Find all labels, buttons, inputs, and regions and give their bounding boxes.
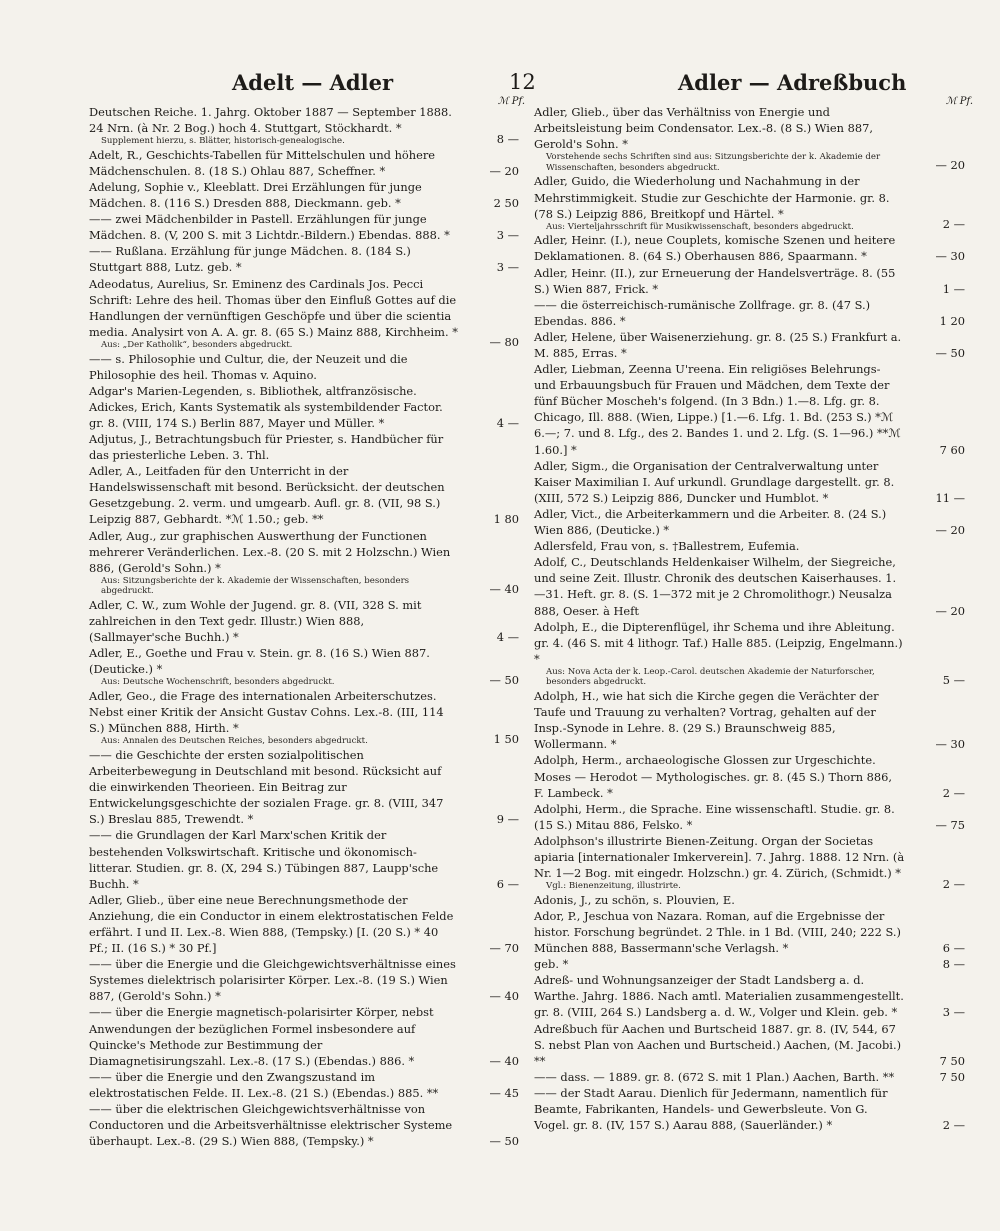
catalog-entry	[534, 972, 965, 1020]
entry-text: Adler, Helene, über Waisenerziehung. gr. 8. (25 S.) Frankfurt a. M. 885, Erras. *	[534, 329, 902, 360]
entry-price: — 50	[935, 346, 965, 360]
entry-text: —— dass. — 1889. gr. 8. (672 S. mit 1 Plan.) Aachen, Barth. **	[534, 1069, 895, 1084]
entry-text: Adler, Vict., die Arbeiterkammern und die Arbeiter. 8. (24 S.) Wien 886, (Deuticke.) *	[534, 506, 887, 538]
entry-price: 4 —	[496, 630, 519, 645]
entry-price: 7 60	[939, 442, 965, 457]
entry-price: 6 —	[942, 941, 965, 956]
catalog-entry	[534, 892, 965, 908]
currency-heading-left: ℳ Pf.	[497, 96, 525, 107]
entry-text: Adgar's Marien-Legenden, s. Bibliothek, altfranzösische.	[89, 383, 417, 398]
entry-price: — 45	[489, 1085, 519, 1100]
entry-price: — 20	[489, 163, 519, 178]
catalog-entry	[534, 104, 965, 173]
entry-price: — 30	[935, 737, 965, 752]
entry-text: Adolphson's illustrirte Bienen-Zeitung. Organ der Societas apiaria [internationaler Imkerverein]. 7. Jahrg. 1888. 12 Nrn. (à Nr. 1—2 Bog. mit eingedr. Holzschn.) gr. 4. Zürich, (Schmidt.) *	[534, 833, 905, 881]
entry-price: — 30	[935, 249, 965, 264]
catalog-entry	[534, 232, 965, 264]
catalog-entry	[89, 1101, 519, 1149]
entry-price: 2 —	[942, 217, 965, 232]
entry-price: 3 —	[496, 228, 519, 243]
entry-text: Adler, Glieb., über eine neue Berechnungsmethode der Anziehung, die ein Conductor in einem elektrostatischen Felde erfährt. I und II. Lex.-8. Wien 888, (Tempsky.) [I. (20 S.) * 40 Pf.; II. (16 S.) * 30 Pf.]	[89, 892, 454, 956]
catalog-entry	[534, 956, 965, 972]
entry-text: —— zwei Mädchenbilder in Pastell. Erzählungen für junge Mädchen. 8. (V, 200 S. mit 3 Lichtdr.-Bildern.) Ebendas. 888. *	[89, 212, 450, 243]
entry-price: — 50	[489, 1134, 519, 1149]
catalog-entry	[534, 458, 965, 506]
catalog-entry	[534, 908, 965, 956]
entry-price: 1 50	[493, 731, 519, 746]
entry-price: 2 50	[493, 196, 519, 211]
entry-price: 6 —	[496, 876, 519, 891]
entry-text: Adler, Liebman, Zeenna U'reena. Ein religiöses Belehrungs- und Erbauungsbuch für Frauen und Mädchen, dem Texte der fünf Bücher Moscheh's folgend. (In 3 Bdn.) 1.—8. Lfg. gr. 8. Chicago, Ill. 888. (Wien, Lippe.) [1.—6. Lfg. 1. Bd. (253 S.) *ℳ 6.—; 7. und 8. Lfg., des 2. Bandes 1. und 2. Lfg. (S. 1—96.) **ℳ 1.60.] *	[534, 362, 901, 457]
catalog-entry	[534, 833, 965, 892]
catalog-entry	[534, 1085, 965, 1133]
entry-text: geb. *	[534, 957, 569, 972]
catalog-entry	[534, 554, 965, 618]
entry-text: Adler, Heinr. (I.), neue Couplets, komische Szenen und heitere Deklamationen. 8. (64 S.) Oberhausen 886, Spaarmann. *	[534, 233, 896, 264]
entry-text: Adolphi, Herm., die Sprache. Eine wissenschaftl. Studie. gr. 8. (15 S.) Mitau 886, Felsko. *	[534, 801, 895, 832]
catalog-entry	[534, 506, 965, 538]
entry-text: Adler, Heinr. (II.), zur Erneuerung der Handelsverträge. 8. (55 S.) Wien 887, Frick. *	[534, 265, 896, 296]
catalog-entry	[89, 179, 519, 211]
left-column	[89, 96, 525, 1149]
entry-price: 4 —	[496, 415, 519, 430]
right-column	[534, 96, 973, 1133]
catalog-entry	[89, 211, 519, 243]
header-right: Adler — Adreßbuch	[678, 70, 907, 95]
entry-note: Supplement hierzu, s. Blätter, historisch-genealogische.	[101, 136, 345, 147]
entry-text: —— über die Energie und die Gleichgewichtsverhältnisse eines Systemes dielektrisch polarisirter Körper. Lex.-8. (19 S.) Wien 887, (Gerold's Sohn.) *	[89, 957, 456, 1004]
catalog-entry	[89, 243, 519, 275]
entry-note: Vorstehende sechs Schriften sind aus: Sitzungsberichte der k. Akademie der Wissenschaften, besonders abgedruckt.	[546, 152, 881, 173]
entry-text: —— über die Energie magnetisch-polarisirter Körper, nebst Anwendungen der bezüglichen Formel insbesondere auf Quincke's Methode zur Bestimmung der Diamagnetisirungszahl. Lex.-8. (17 S.) (Ebendas.) 886. *	[89, 1005, 434, 1068]
page-number: 12	[509, 70, 536, 94]
catalog-entry	[534, 173, 965, 232]
catalog-entry	[534, 361, 965, 458]
entry-text: Adolph, E., die Dipterenflügel, ihr Schema und ihre Ableitung. gr. 4. (46 S. mit 4 lithogr. Taf.) Halle 885. (Leipzig, Engelmann.) *	[534, 619, 903, 666]
entry-price: — 20	[935, 603, 965, 618]
entry-text: Adler, Geo., die Frage des internationalen Arbeiterschutzes. Nebst einer Kritik der Ansicht Gustav Cohns. Lex.-8. (III, 114 S.) München 888, Hirth. *	[89, 689, 444, 736]
catalog-entry	[89, 351, 519, 383]
entry-text: Adler, A., Leitfaden für den Unterricht in der Handelswissenschaft mit besond. Berücksicht. der deutschen Gesetzgebung. 2. verm. und umgearb. Aufl. gr. 8. (VII, 98 S.) Leipzig 887, Gebhardt. *ℳ 1.50.; geb. **	[89, 464, 445, 527]
catalog-entry	[89, 399, 519, 431]
catalog-entry	[89, 463, 519, 527]
entry-text: —— die österreichisch-rumänische Zollfrage. gr. 8. (47 S.) Ebendas. 886. *	[534, 297, 871, 328]
entry-text: —— die Geschichte der ersten sozialpolitischen Arbeiterbewegung in Deutschland mit besond. Rücksicht auf die einwirkenden Theorieen. Ein Beitrag zur Entwickelungsgeschichte der sozialen Frage. gr. 8. (VIII, 347 S.) Breslau 885, Trewendt. *	[89, 747, 444, 827]
entry-text: Adickes, Erich, Kants Systematik als systembildender Factor. gr. 8. (VIII, 174 S.) Berlin 887, Mayer und Müller. *	[89, 399, 443, 430]
entry-text: Adjutus, J., Betrachtungsbuch für Priester, s. Handbücher für das priesterliche Leben. 3. Thl.	[89, 431, 444, 463]
entry-text: Deutschen Reiche. 1. Jahrg. Oktober 1887 — September 1888. 24 Nrn. (à Nr. 2 Bog.) hoch 4. Stuttgart, Stöckhardt. *	[89, 105, 452, 136]
entry-price: 11 —	[935, 490, 965, 505]
catalog-entry	[89, 827, 519, 891]
catalog-entry	[89, 892, 519, 956]
entry-price: — 40	[489, 989, 519, 1004]
entry-note: Vgl.: Bienenzeitung, illustrirte.	[546, 881, 681, 892]
entry-text: —— der Stadt Aarau. Dienlich für Jedermann, namentlich für Beamte, Fabrikanten, Handels- und Gewerbsleute. Von G. Vogel. gr. 8. (IV, 157 S.) Aarau 888, (Sauerländer.) *	[534, 1085, 888, 1133]
entry-text: Adolf, C., Deutschlands Heldenkaiser Wilhelm, der Siegreiche, und seine Zeit. Illustr. Chronik des deutschen Kaiserhauses. 1.—31. Heft. gr. 8. (S. 1—372 mit je 2 Chromolithogr.) Neusalza 888, Oeser. à Heft	[534, 555, 897, 618]
catalog-entry	[89, 276, 519, 351]
catalog-entry	[534, 619, 965, 688]
entry-price: 3 —	[942, 1005, 965, 1020]
entry-price: 8 —	[496, 131, 519, 146]
entry-price: — 70	[489, 941, 519, 956]
catalog-entry	[89, 431, 519, 463]
entry-text: Adelung, Sophie v., Kleeblatt. Drei Erzählungen für junge Mädchen. 8. (116 S.) Dresden 888, Dieckmann. geb. *	[89, 179, 422, 211]
entry-text: Adler, E., Goethe und Frau v. Stein. gr. 8. (16 S.) Wien 887. (Deuticke.) *	[89, 646, 430, 677]
entry-note: Aus: Vierteljahrsschrift für Musikwissenschaft, besonders abgedruckt.	[546, 221, 854, 232]
entry-note: Aus: Deutsche Wochenschrift, besonders abgedruckt.	[101, 677, 335, 688]
entry-price: 8 —	[942, 957, 965, 972]
entry-note: Aus: Annalen des Deutschen Reiches, besonders abgedruckt.	[101, 736, 368, 747]
entry-text: —— s. Philosophie und Cultur, die, der Neuzeit und die Philosophie des heil. Thomas v. Aquino.	[89, 351, 408, 382]
catalog-entry	[534, 1021, 965, 1069]
catalog-entry	[534, 801, 965, 833]
entry-text: —— die Grundlagen der Karl Marx'schen Kritik der bestehenden Volkswirtschaft. Kritische und ökonomisch-litterar. Studien. gr. 8. (X, 294 S.) Tübingen 887, Laupp'sche Buchh. *	[89, 828, 439, 891]
catalog-entry	[89, 956, 519, 1004]
catalog-entry	[89, 688, 519, 747]
catalog-entry	[89, 645, 519, 688]
entry-price: — 20	[935, 158, 965, 173]
entry-price: 7 50	[939, 1069, 965, 1084]
catalog-entry	[89, 383, 519, 399]
entry-text: Adreß- und Wohnungsanzeiger der Stadt Landsberg a. d. Warthe. Jahrg. 1886. Nach amtl. Materialien zusammengestellt. gr. 8. (VIII, 264 S.) Landsberg a. d. W., Volger und Klein. geb. *	[534, 973, 904, 1020]
header-left: Adelt — Adler	[232, 70, 394, 95]
entry-note: Aus: „Der Katholik“, besonders abgedruckt.	[101, 339, 293, 350]
catalog-entry	[534, 329, 965, 361]
catalog-entry	[89, 528, 519, 597]
entry-price: 5 —	[942, 672, 965, 687]
entry-price: 2 —	[942, 1118, 965, 1133]
entry-text: Adler, Aug., zur graphischen Auswerthung der Functionen mehrerer Veränderlichen. Lex.-8. (20 S. mit 2 Holzschn.) Wien 886, (Gerold's Sohn.) *	[89, 528, 451, 575]
entry-price: — 40	[489, 1053, 519, 1068]
entry-text: Adelt, R., Geschichts-Tabellen für Mittelschulen und höhere Mädchenschulen. 8. (18 S.) Ohlau 887, Scheffner. *	[89, 147, 436, 178]
entry-note: Aus: Sitzungsberichte der k. Akademie der Wissenschaften, besonders abgedruckt.	[101, 575, 410, 597]
entry-text: Adler, Guido, die Wiederholung und Nachahmung in der Mehrstimmigkeit. Studie zur Geschichte der Harmonie. gr. 8. (78 S.) Leipzig 886, Breitkopf und Härtel. *	[534, 174, 890, 221]
entry-text: Adolph, H., wie hat sich die Kirche gegen die Verächter der Taufe und Trauung zu verhalten? Vortrag, gehalten auf der Insp.-Synode in Lehre. 8. (29 S.) Braunschweig 885, Wollermann. *	[534, 689, 879, 752]
entry-note: Aus: Nova Acta der k. Leop.-Carol. deutschen Akademie der Naturforscher, besonders abgedruckt.	[546, 666, 875, 688]
catalog-entry	[534, 688, 965, 752]
entry-price: 2 —	[942, 785, 965, 800]
entry-price: 1 20	[939, 313, 965, 328]
entry-text: —— über die Energie und den Zwangszustand im elektrostatischen Felde. II. Lex.-8. (21 S.) (Ebendas.) 885. **	[89, 1069, 439, 1100]
entry-price: 1 —	[942, 281, 965, 296]
catalog-entry	[534, 297, 965, 329]
entry-price: — 20	[935, 523, 965, 538]
catalog-entry	[534, 1069, 965, 1085]
entry-price: 9 —	[496, 812, 519, 827]
catalog-entry	[89, 1004, 519, 1068]
catalog-entry	[89, 104, 519, 147]
entry-text: Adlersfeld, Frau von, s. †Ballestrem, Eufemia.	[534, 539, 800, 554]
currency-heading-right: ℳ Pf.	[945, 96, 973, 107]
entry-text: Adreßbuch für Aachen und Burtscheid 1887. gr. 8. (IV, 544, 67 S. nebst Plan von Aachen und Burtscheid.) Aachen, (M. Jacobi.) **	[534, 1021, 902, 1068]
entry-price: — 80	[489, 335, 519, 350]
entry-text: —— über die elektrischen Gleichgewichtsverhältnisse von Conductoren und die Arbeitsverhältnisse elektrischer Systeme überhaupt. Lex.-8. (29 S.) Wien 888, (Tempsky.) *	[89, 1102, 453, 1149]
entry-text: —— Rußlana. Erzählung für junge Mädchen. 8. (184 S.) Stuttgart 888, Lutz. geb. *	[89, 244, 411, 275]
entry-price: 3 —	[496, 260, 519, 275]
catalog-entry	[534, 752, 965, 800]
entry-text: Ador, P., Jeschua von Nazara. Roman, auf die Ergebnisse der histor. Forschung begründet. 2 Thle. in 1 Bd. (VIII, 240; 222 S.) München 888, Bassermann'sche Verlagsh. *	[534, 908, 901, 956]
catalog-entry	[534, 538, 965, 554]
entry-text: Adler, Sigm., die Organisation der Centralverwaltung unter Kaiser Maximilian I. Auf urkundl. Grundlage dargestellt. gr. 8. (XIII, 572 S.) Leipzig 886, Duncker und Humblot. *	[534, 458, 895, 505]
entry-price: — 50	[489, 672, 519, 687]
entry-text: Adler, Glieb., über das Verhältniss von Energie und Arbeitsleistung beim Condensator. Lex.-8. (8 S.) Wien 887, Gerold's Sohn. *	[534, 105, 873, 152]
entry-text: Adolph, Herm., archaeologische Glossen zur Urgeschichte. Moses — Herodot — Mythologisches. gr. 8. (45 S.) Thorn 886, F. Lambeck. *	[534, 753, 893, 800]
catalog-entry	[89, 147, 519, 179]
catalog-entry	[534, 265, 965, 297]
entry-price: 1 80	[493, 512, 519, 527]
entry-price: 2 —	[942, 876, 965, 891]
entry-price: — 75	[935, 817, 965, 832]
entry-price: — 40	[489, 581, 519, 596]
entry-text: Adler, C. W., zum Wohle der Jugend. gr. 8. (VII, 328 S. mit zahlreichen in den Text gedr. Illustr.) Wien 888, (Sallmayer'sche Buchh.) *	[89, 598, 422, 645]
entry-text: Adonis, J., zu schön, s. Plouvien, E.	[534, 892, 735, 907]
catalog-entry	[89, 597, 519, 645]
catalog-entry	[89, 747, 519, 827]
entry-text: Adeodatus, Aurelius, Sr. Eminenz des Cardinals Jos. Pecci Schrift: Lehre des heil. Thomas über den Einfluß Gottes auf die Handlungen der vernünftigen Geschöpfe und über die scientia media. Analysirt von A. A. gr. 8. (65 S.) Mainz 888, Kirchheim. *	[89, 276, 458, 339]
entry-price: 7 50	[939, 1053, 965, 1068]
catalog-entry	[89, 1069, 519, 1101]
